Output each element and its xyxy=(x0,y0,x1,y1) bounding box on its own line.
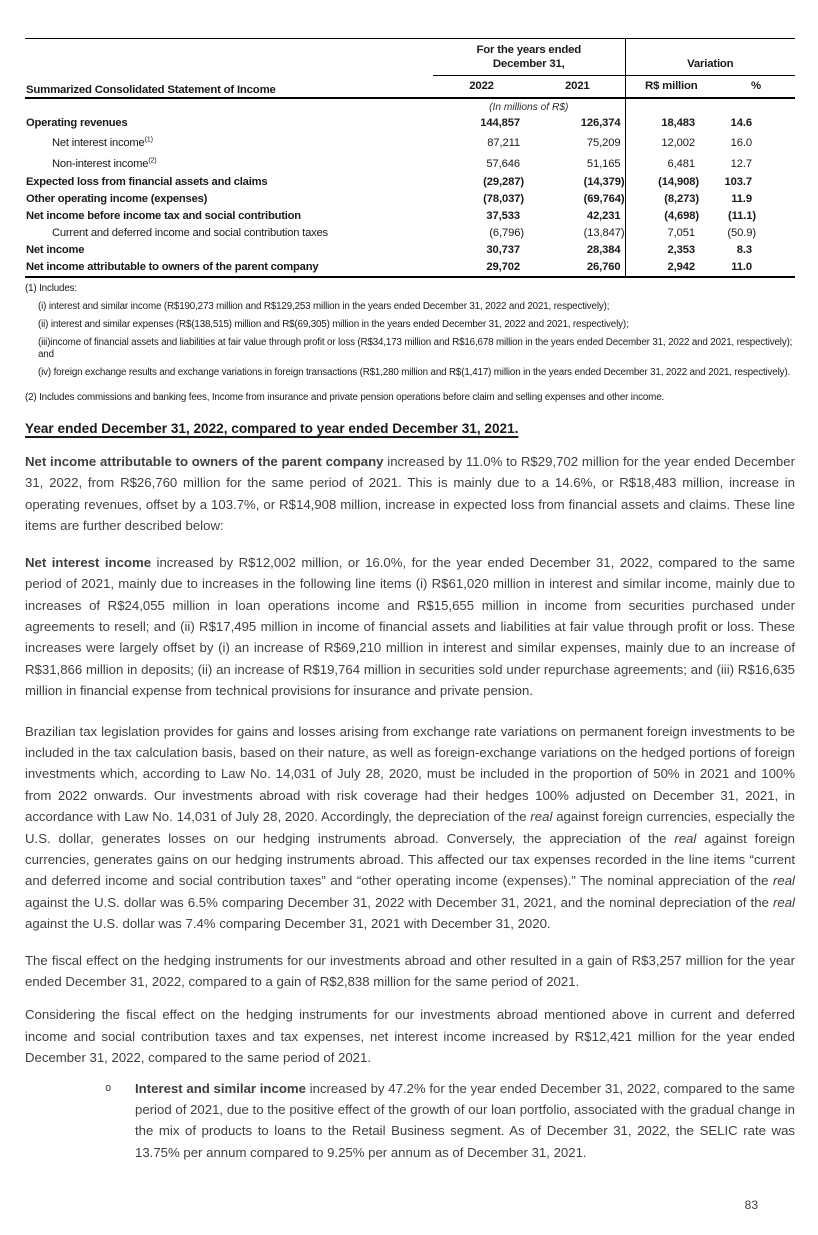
income-statement-table xyxy=(25,38,795,278)
bold-text-run: Net income attributable to owners of the parent company xyxy=(25,454,384,470)
italic-text-run: real xyxy=(773,873,795,889)
footnote-2: (2) Includes commissions and banking fees, Income from insurance and private pension operations before claim and selling expenses and other income. xyxy=(25,392,665,404)
table-footnotes xyxy=(25,283,795,405)
paragraph-considering-fiscal-effect xyxy=(25,1004,795,1068)
table-row xyxy=(25,191,795,208)
column-header-percent: % xyxy=(717,75,795,98)
table-row xyxy=(25,132,795,153)
page-number: 83 xyxy=(744,1198,758,1212)
table-row xyxy=(25,242,795,259)
cell-value: 57,646 xyxy=(486,157,520,170)
cell-value: (14,908) xyxy=(625,174,717,191)
row-label: Other operating income (expenses) xyxy=(26,193,208,205)
text-run: Considering the fiscal effect on the hedging instruments for our investments abroad mentioned above in current and deferred income and social contribution taxes and tax expenses, net interest income increased by R$12,421 million for the year ended December 31, 2022, compared to the same period of 2021. xyxy=(25,1007,795,1066)
column-header-2022: 2022 xyxy=(433,75,530,98)
income-table-body xyxy=(25,98,795,277)
period-group-header xyxy=(433,39,625,76)
cell-value: 29,702 xyxy=(433,259,530,277)
row-label: Net income attributable to owners of the parent company xyxy=(25,259,433,277)
text-run: against foreign currencies, generates gains on our hedging instruments abroad. This affected our tax expenses recorded in the line items “current and deferred income and social contribution taxes” and “other operating income (expenses).” The nominal appreciation of the xyxy=(25,830,795,889)
cell-value: 11.0 xyxy=(717,259,795,277)
cell-value: 30,737 xyxy=(486,244,520,256)
table-group-header-row xyxy=(25,39,795,76)
cell-value: 87,211 xyxy=(487,136,520,149)
row-label: Operating revenues xyxy=(26,117,128,129)
footnote-reference: (1) xyxy=(144,133,153,143)
cell-value: 51,165 xyxy=(586,157,621,170)
text-run: increased by R$12,002 million, or 16.0%, for the year ended December 31, 2022, compared to the same period of 2021, mainly due to increases in the following line items (i) R$61,020 million in interest and similar income, mainly due to increases of R$24,055 million in loan operations income and R$15,655 million in income from securities purchased under agreements to resell; and (ii) R$17,495 million in income of financial assets and liabilities at fair value through profit or loss. These increases were largely offset by (i) an increase of R$69,210 million in interest and similar expenses, mainly due to an increase of R$31,866 million in deposits; (ii) an increase of R$19,764 million in securities sold under repurchase agreements; and (iii) R$16,635 million in financial expense from technical provisions for insurance and private pension. xyxy=(25,554,795,699)
text-run: increased by 47.2% for the year ended December 31, 2022, compared to the same period of 2021, due to the positive effect of the growth of our loan portfolio, associated with the gradual change in the mix of products to loans to the Retail Business segment. As of December 31, 2022, the SELIC rate was 13.75% per annum compared to 9.25% per annum as of December 31, 2021. xyxy=(135,1080,796,1160)
cell-value: (8,273) xyxy=(625,191,717,208)
cell-value: (78,037) xyxy=(483,193,524,205)
section-heading: Year ended December 31, 2022, compared to year ended December 31, 2021. xyxy=(25,421,519,437)
bullet-text xyxy=(135,1078,795,1164)
cell-value: (14,379) xyxy=(583,176,625,188)
paragraph-net-income xyxy=(25,451,795,537)
row-label: Non-interest income$^{(2)}$ xyxy=(52,154,157,170)
cell-value: 103.7 xyxy=(724,176,753,188)
unit-note-spacer xyxy=(625,98,717,115)
italic-text-run: real xyxy=(773,894,795,910)
period-label-line1: For the years ended xyxy=(476,44,581,56)
row-label: Net interest income$^{(1)}$ xyxy=(52,133,153,149)
footnote-reference: (2) xyxy=(148,154,157,164)
cell-value: (11.1) xyxy=(728,210,757,222)
unit-note-row xyxy=(25,98,795,115)
row-label: Net income xyxy=(26,244,85,256)
cell-value: 2,942 xyxy=(625,259,717,277)
text-run: against the U.S. dollar was 7.4% comparing December 31, 2021 with December 31, 2020. xyxy=(25,916,551,932)
table-row xyxy=(25,174,795,191)
cell-value: 126,374 xyxy=(580,117,621,129)
text-run: increased by 11.0% to R$29,702 million for the year ended December 31, 2022, from R$26,760 million for the same period of 2021. This is mainly due to a 14.6%, or R$18,483 million, increase in operating revenues, offset by a 103.7%, or R$14,908 million, increase in expected loss from financial assets and claims. These line items are further described below: xyxy=(25,454,795,534)
cell-value: 26,760 xyxy=(530,259,625,277)
column-header-rs-million: R$ million xyxy=(625,75,717,98)
text-run: against foreign currencies, especially the U.S. dollar, generates losses on our hedging instruments abroad. Conversely, the appreciation of the xyxy=(25,809,796,846)
variation-group-header: Variation xyxy=(625,39,795,76)
unit-note-spacer xyxy=(25,98,433,115)
table-row xyxy=(25,225,795,242)
cell-value: (50.9) xyxy=(727,227,757,239)
cell-value: 18,483 xyxy=(625,115,717,132)
table-row xyxy=(25,153,795,174)
cell-value: 8.3 xyxy=(736,244,753,256)
cell-value: 12,002 xyxy=(625,132,717,153)
unit-note-spacer xyxy=(717,98,795,115)
cell-value: (29,287) xyxy=(483,176,524,188)
cell-value: (4,698) xyxy=(625,208,717,225)
table-row xyxy=(25,115,795,132)
bold-text-run: Interest and similar income xyxy=(135,1080,306,1096)
footnote-item: (ii) interest and similar expenses (R$(138,515) million and R$(69,305) million in the years ended December 31, 2022 and 2021, respectively); xyxy=(38,319,629,331)
cell-value: 37,533 xyxy=(486,210,520,222)
text-run: against the U.S. dollar was 6.5% comparing December 31, 2022 with December 31, 2021, and the nominal depreciation of the xyxy=(25,894,773,910)
bullet-marker: o xyxy=(105,1081,112,1094)
footnote-item: (iv) foreign exchange results and exchange variations in foreign transactions (R$1,280 million and R$(1,417) million in the years ended December 31, 2022 and 2021, respectively). xyxy=(38,367,791,379)
paragraph-tax-legislation xyxy=(25,721,795,935)
cell-value: 2,353 xyxy=(625,242,717,259)
cell-value: 28,384 xyxy=(586,244,621,256)
bullet-item-interest-income xyxy=(25,1078,795,1164)
cell-value: 7,051 xyxy=(625,225,717,242)
italic-text-run: real xyxy=(530,809,553,825)
cell-value: 42,231 xyxy=(586,210,621,222)
italic-text-run: real xyxy=(674,830,697,846)
footnote-item: (iii)income of financial assets and liabilities at fair value through profit or loss (R$34,173 million and R$16,678 million in the years ended December 31, 2022 and 2021, respectively); and xyxy=(38,337,793,361)
period-label-line2: December 31, xyxy=(492,58,565,71)
paragraph-net-interest-income xyxy=(25,552,795,702)
unit-note: (In millions of R$) xyxy=(489,101,569,113)
cell-value: 144,857 xyxy=(480,117,520,129)
cell-value: 11.9 xyxy=(731,193,753,205)
table-title: Summarized Consolidated Statement of Income xyxy=(25,39,433,98)
footnote-1-items xyxy=(25,301,795,379)
row-label: Net income before income tax and social contribution xyxy=(26,210,301,222)
paragraph-fiscal-effect xyxy=(25,950,795,993)
row-label: Expected loss from financial assets and claims xyxy=(26,176,268,188)
cell-value: (69,764) xyxy=(583,193,625,205)
cell-value: (13,847) xyxy=(583,227,625,239)
cell-value: 16.0 xyxy=(730,136,753,149)
table-row xyxy=(25,208,795,225)
text-run: The fiscal effect on the hedging instruments for our investments abroad and other resulted in a gain of R$3,257 million for the year ended December 31, 2022, compared to a gain of R$2,838 million for the same period of 2021. xyxy=(25,952,795,989)
cell-value: 14.6 xyxy=(730,117,753,129)
column-header-2021: 2021 xyxy=(530,75,625,98)
footnote-1-intro: (1) Includes: xyxy=(25,282,77,294)
footnote-item: (i) interest and similar income (R$190,273 million and R$129,253 million in the years ended December 31, 2022 and 2021, respectively); xyxy=(38,301,610,313)
bold-text-run: Net interest income xyxy=(25,554,152,570)
table-row xyxy=(25,259,795,277)
cell-value: (6,796) xyxy=(489,227,524,239)
text-run: Brazilian tax legislation provides for gains and losses arising from exchange rate variations on permanent foreign investments to be included in the tax calculation basis, based on their nature, as well as foreign-exchange variations on the hedged portions of foreign investments which, according to Law No. 14,031 of July 28, 2020, must be included in the proportion of 50% in 2021 and 100% from 2022 onwards. Our investments abroad with risk coverage had their hedges 100% adjusted on December 31, 2021, in accordance with Law No. 14,031 of July 28, 2020. Accordingly, the depreciation of the xyxy=(25,723,795,825)
cell-value: 6,481 xyxy=(625,153,717,174)
cell-value: 12.7 xyxy=(730,157,753,170)
cell-value: 75,209 xyxy=(586,136,621,149)
row-label: Current and deferred income and social contribution taxes xyxy=(52,227,328,239)
